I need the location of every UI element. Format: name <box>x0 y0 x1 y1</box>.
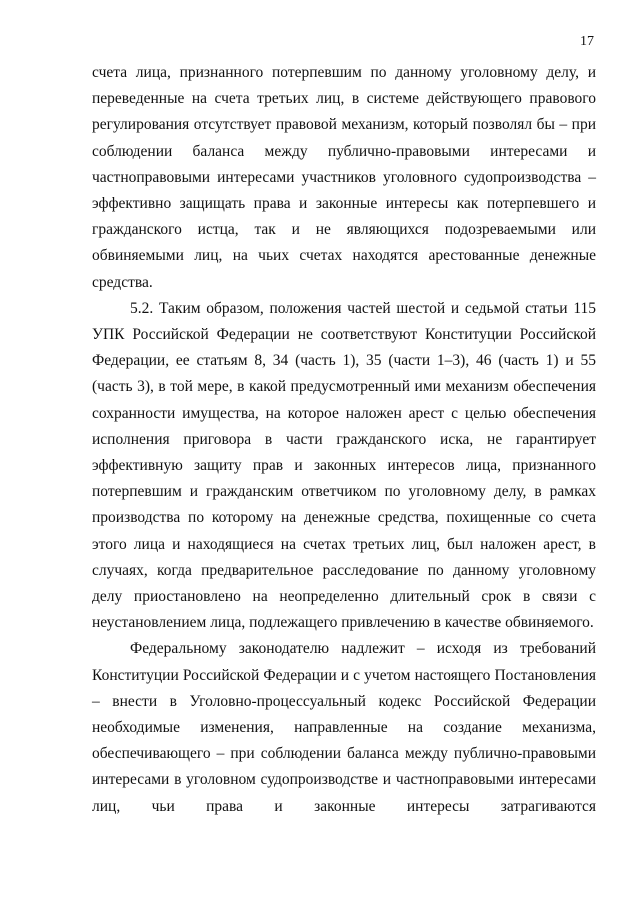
paragraph-continuation: счета лица, признанного потерпевшим по данному уголовному делу, и переведенные на счета третьих лиц, в системе действующего правового регулирования отсутствует правовой механизм, который позволял бы – при соблюдении баланса между публично-правовыми интересами и частноправовыми интересами участников уголовного судопроизводства – эффективно защищать права и законные интересы как потерпевшего и гражданского истца, так и не являющихся подозреваемыми или обвиняемыми лиц, на чьих счетах находятся арестованные денежные средства. <box>92 64 596 291</box>
paragraph-5-2: 5.2. Таким образом, положения частей шестой и седьмой статьи 115 УПК Российской Федерации не соответствуют Конституции Российской Федерации, ее статьям 8, 34 (часть 1), 35 (части 1–3), 46 (часть 1) и 55 (часть 3), в той мере, в какой предусмотренный ими механизм обеспечения сохранности имущества, на которое наложен арест с целью обеспечения исполнения приговора в части гражданского иска, не гарантирует эффективную защиту прав и законных интересов лица, признанного потерпевшим и гражданским ответчиком по уголовному делу, в рамках производства по которому на денежные средства, похищенные со счета этого лица и находящиеся на счетах третьих лиц, был наложен арест, в случаях, когда предварительное расследование по данному уголовному делу приостановлено на неопределенно длительный срок в связи с неустановлением лица, подлежащего привлечению в качестве обвиняемого. <box>92 299 596 632</box>
page-number: 17 <box>580 34 594 49</box>
paragraph-legislator-duty: Федеральному законодателю надлежит – исходя из требований Конституции Российской Федерации и с учетом настоящего Постановления – внести в Уголовно-процессуальный кодекс Российской Федерации необходимые изменения, направленные на создание механизма, обеспечивающего – при соблюдении баланса между публично-правовыми интересами в уголовном судопроизводстве и частноправовыми интересами лиц, чьи права и законные интересы затрагиваются <box>92 640 596 815</box>
document-text <box>92 60 596 820</box>
